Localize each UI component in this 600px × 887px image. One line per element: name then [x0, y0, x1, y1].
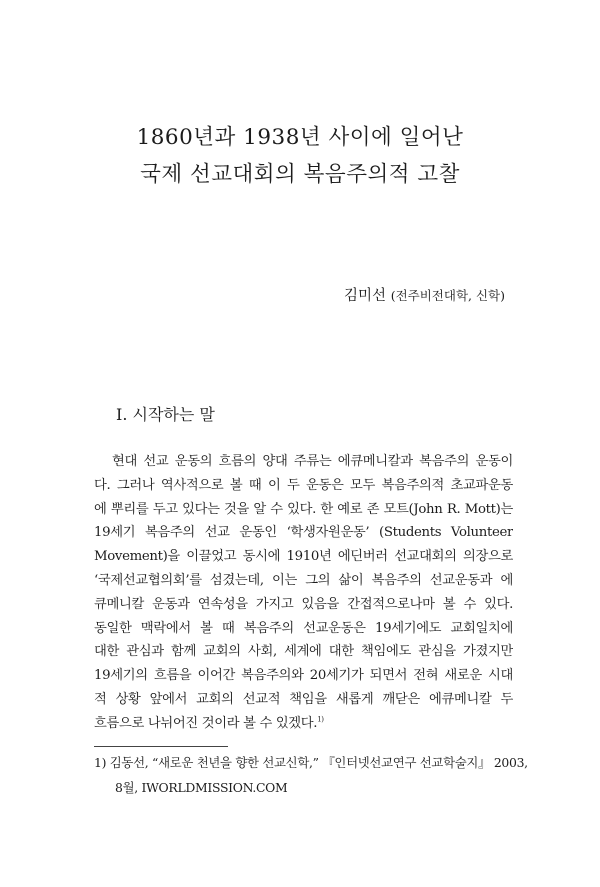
paper-title-line-1: 1860년과 1938년 사이에 일어난 [136, 125, 464, 150]
body-line-text: 흐름으로 나뉘어진 것이라 볼 수 있겠다. [94, 716, 318, 731]
author-affiliation: (전주비전대학, 신학) [390, 288, 505, 303]
body-line: Movement)을 이끌었고 동시에 1910년 에딘버러 선교대회의 의장으로 [94, 549, 513, 564]
author-byline [344, 284, 505, 305]
footnote-line-2: 8월, IWORLDMISSION.COM [115, 780, 288, 795]
body-line: ‘국제선교협의회’를 섬겼는데, 이는 그의 삶이 복음주의 선교운동과 에 [94, 573, 513, 588]
body-line: 19세기의 흐름을 이어간 복음주의와 20세기가 되면서 전혀 새로운 시대 [94, 668, 513, 683]
footnote-divider [94, 746, 228, 747]
body-line-last [94, 712, 513, 736]
section-heading: I. 시작하는 말 [116, 405, 215, 424]
body-line: 큐메니칼 운동과 연속성을 가지고 있음을 간접적으로나마 볼 수 있다. [94, 597, 513, 612]
body-line: 적 상황 앞에서 교회의 선교적 책임을 새롭게 깨닫은 에큐메니칼 두 [94, 692, 513, 707]
body-line: 대한 관심과 함께 교회의 사회, 세계에 대한 책임에도 관심을 가졌지만 [94, 644, 513, 659]
body-line: 19세기 복음주의 선교 운동인 ‘학생자원운동’ (Students Volunteer [94, 525, 513, 540]
footnote-line-1: 1) 김동선, “새로운 천년을 향한 선교신학,” 『인터넷선교연구 선교학술지』 2003, [94, 755, 528, 770]
author-name: 김미선 [344, 288, 387, 304]
body-line: 다. 그러나 역사적으로 볼 때 이 두 운동은 모두 복음주의적 초교파운동 [94, 478, 513, 493]
paper-title-line-2: 국제 선교대회의 복음주의적 고찰 [140, 162, 460, 187]
body-line: 동일한 맥락에서 볼 때 복음주의 선교운동은 19세기에도 교회일치에 [94, 621, 513, 636]
body-line: 현대 선교 운동의 흐름의 양대 주류는 에큐메니칼과 복음주의 운동이 [112, 454, 513, 469]
body-line: 에 뿌리를 두고 있다는 것을 알 수 있다. 한 예로 존 모트(John R. Mott)는 [94, 502, 513, 517]
footnote-reference[interactable]: 1) [317, 715, 324, 724]
